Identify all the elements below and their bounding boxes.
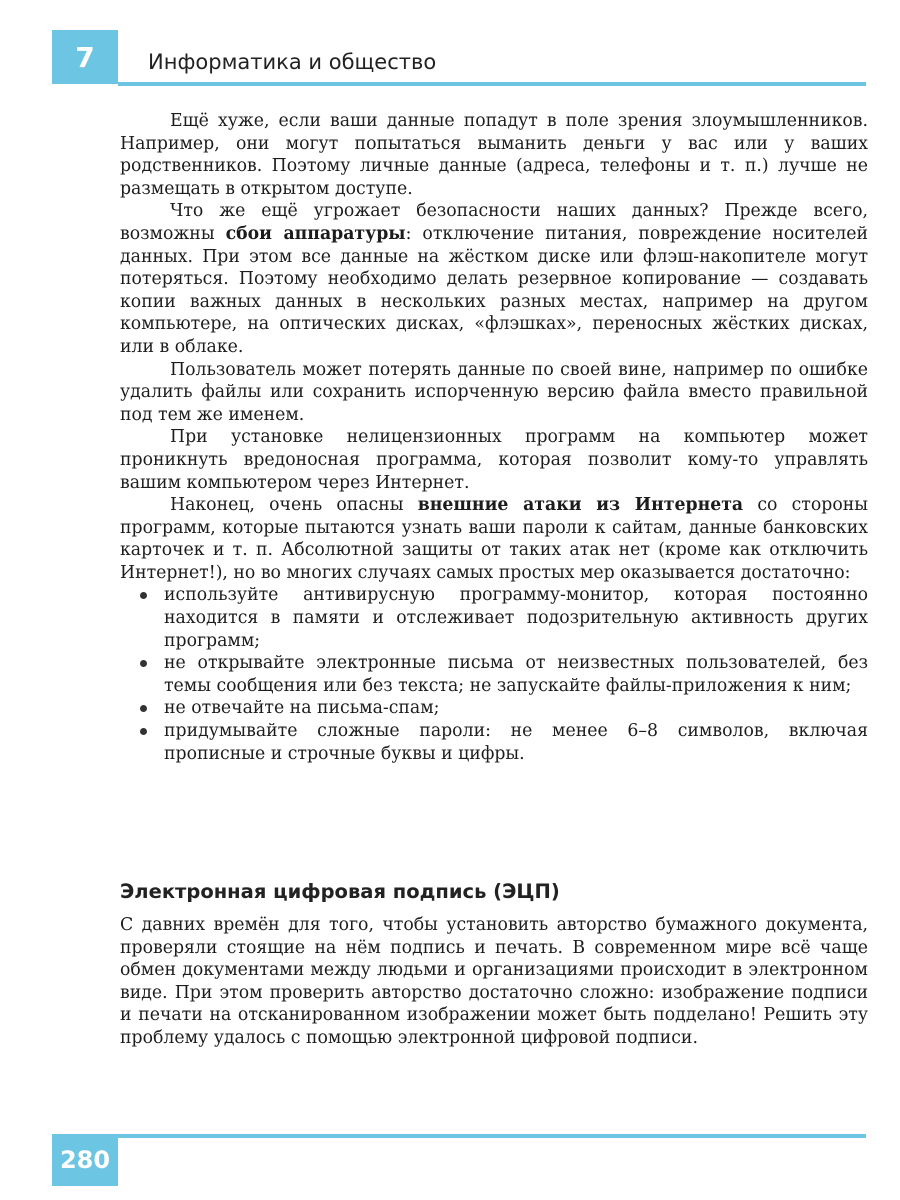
footer-divider (118, 1134, 866, 1138)
paragraph-2-end: : отключение питания, повреждение носителей данных. При этом все данные на жёстком диске или флэш-накопителе могут потеряться. Поэтому необходимо делать резервное копирование — создавать копии важных данных в нескольких разных местах, например на другом компьютере, на оптических дисках, «флэшках», переносных жёстких дисках, или в облаке. (120, 223, 868, 357)
paragraph-2-start: Что же ещё угрожает безопасности наших данных? Прежде всего, возможны (120, 201, 868, 244)
paragraph-5-end: со стороны программ, которые пытаются узнать ваши пароли к сайтам, данные банковских карточек и т. п. Абсолютной защиты от таких атак нет (кроме как отключить Интернет!), но во многих случаях самых простых мер оказывается достаточно: (120, 495, 868, 583)
running-title: Информатика и общество (148, 50, 437, 74)
chapter-number-badge: 7 (52, 30, 118, 84)
section-heading: Электронная цифровая подпись (ЭЦП) (120, 880, 560, 903)
paragraph-5-start: Наконец, очень опасны (170, 495, 418, 516)
section-text (120, 914, 868, 1050)
list-item: используйте антивирусную программу-монитор, которая постоянно находится в памяти и отслеживает подозрительную активность других программ; (120, 584, 868, 652)
safety-tips-list (120, 584, 868, 765)
paragraph-4: При установке нелицензионных программ на компьютер может проникнуть вредоносная программа, которая позволит кому-то управлять вашим компьютером через Интернет. (120, 427, 868, 493)
paragraph-2 (120, 200, 868, 358)
page-number: 280 (52, 1134, 118, 1186)
main-text (120, 110, 868, 765)
term-external-attacks: внешние атаки из Интернета (417, 495, 744, 516)
section-paragraph: С давних времён для того, чтобы установить авторство бумажного документа, проверяли стоящие на нём подпись и печать. В современном мире всё чаще обмен документами между людьми и организациями происходит в электронном виде. При этом проверить авторство достаточно сложно: изображение подписи и печати на отсканированном изображении может быть подделано! Решить эту проблему удалось с помощью электронной цифровой подписи. (120, 915, 868, 1048)
list-item: не отвечайте на письма-спам; (120, 697, 868, 720)
list-item: не открывайте электронные письма от неизвестных пользователей, без темы сообщения или без текста; не запускайте файлы-приложения к ним; (120, 652, 868, 697)
paragraph-5 (120, 494, 868, 584)
paragraph-1: Ещё хуже, если ваши данные попадут в поле зрения злоумышленников. Например, они могут попытаться выманить деньги у вас или у ваших родственников. Поэтому личные данные (адреса, телефоны и т. п.) лучше не размещать в открытом доступе. (120, 111, 868, 199)
list-item: придумывайте сложные пароли: не менее 6–8 символов, включая прописные и строчные буквы и цифры. (120, 720, 868, 765)
paragraph-3: Пользователь может потерять данные по своей вине, например по ошибке удалить файлы или сохранить испорченную версию файла вместо правильной под тем же именем. (120, 359, 868, 425)
header-divider (118, 82, 866, 86)
term-hardware-failure: сбои аппаратуры (225, 223, 406, 244)
